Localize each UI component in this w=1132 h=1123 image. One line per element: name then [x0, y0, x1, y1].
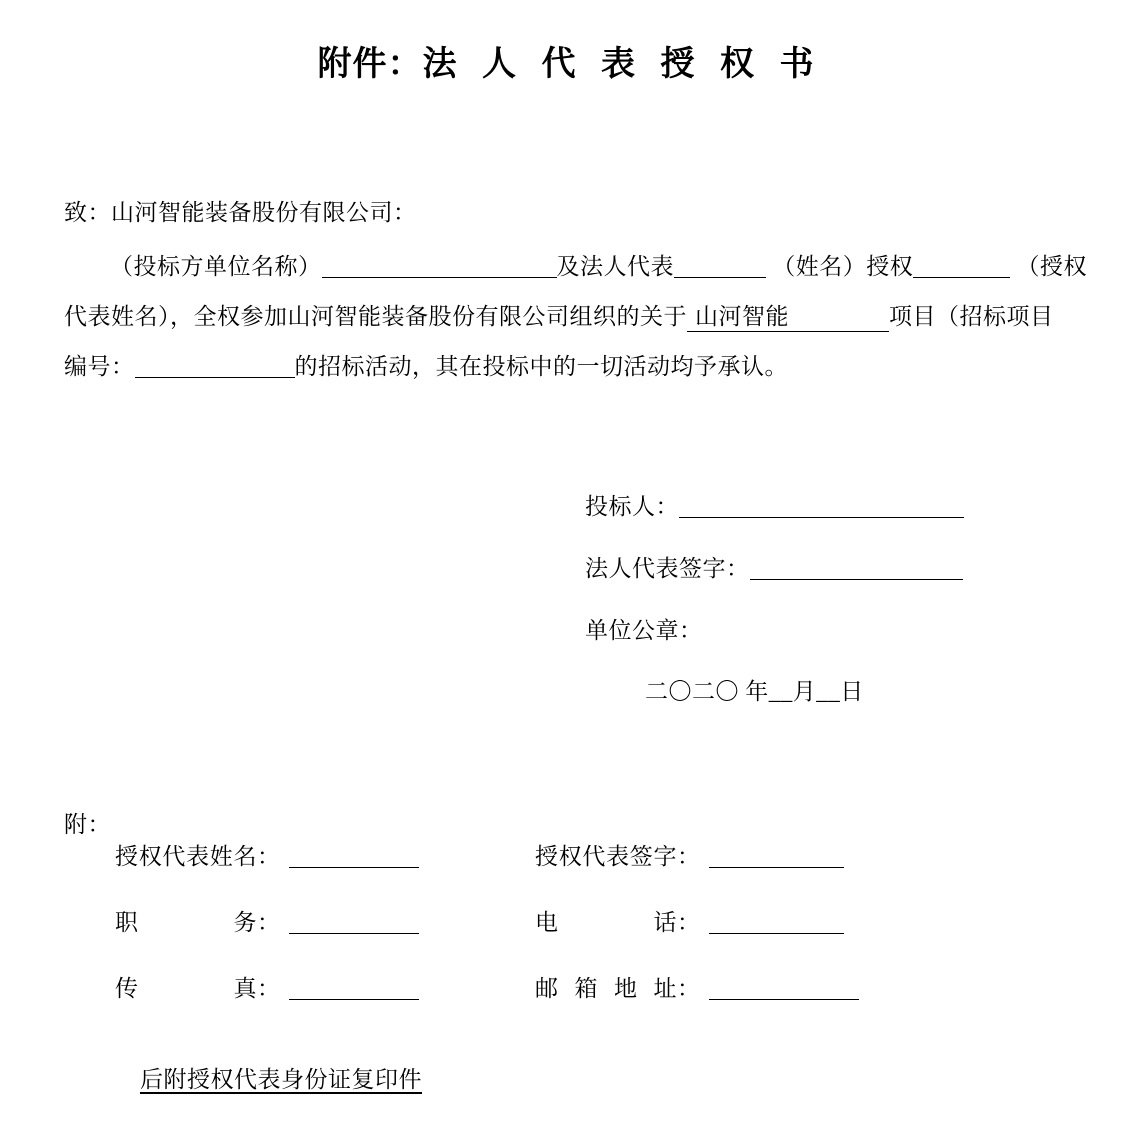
blank-bidder-unit-name	[322, 254, 557, 278]
para-line2-seg2: 项目（招标项目	[889, 304, 1054, 329]
blank-rep-signature	[709, 844, 844, 868]
field-email	[535, 974, 859, 1004]
date-line: 二〇二〇 年__月__日	[645, 679, 864, 704]
field-fax-colon: ：	[257, 976, 281, 1001]
signature-bidder-row	[585, 492, 964, 522]
field-fax-label: 传真	[115, 976, 257, 1001]
blank-position	[289, 910, 419, 934]
blank-email	[709, 976, 859, 1000]
blank-authorized-name	[913, 254, 1010, 278]
field-rep-signature	[535, 842, 844, 872]
para-line3-seg1: 编号：	[64, 354, 135, 379]
blank-project-name: 山河智能	[687, 303, 889, 332]
bidder-label: 投标人：	[585, 494, 679, 519]
attachment-fields	[115, 836, 1075, 1034]
authorization-paragraph	[64, 242, 1094, 392]
field-rep-signature-label: 授权代表签字	[535, 844, 677, 869]
blank-phone	[709, 910, 844, 934]
para-line1-seg3: （姓名）授权	[766, 254, 914, 279]
signature-legal-rep-row	[585, 554, 963, 584]
blank-legal-rep-signature	[750, 556, 963, 580]
seal-label: 单位公章：	[585, 618, 703, 643]
field-row-2	[115, 902, 1075, 968]
paragraph-line-2	[64, 292, 1094, 342]
footer-note: 后附授权代表身份证复印件	[140, 1067, 422, 1092]
field-email-colon: ：	[677, 976, 701, 1001]
field-phone-colon: ：	[677, 910, 701, 935]
blank-bidder-signature	[679, 494, 964, 518]
field-position-colon: ：	[257, 910, 281, 935]
field-email-label: 邮箱地址	[535, 976, 677, 1001]
signature-date-row	[645, 677, 864, 707]
document-title: 附件：法 人 代 表 授 权 书	[317, 46, 815, 83]
field-rep-signature-colon: ：	[677, 844, 701, 869]
field-row-3	[115, 968, 1075, 1034]
signature-seal-row	[585, 616, 703, 646]
para-line1-seg2: 及法人代表	[556, 254, 674, 279]
para-line1-seg1: （投标方单位名称）	[110, 254, 322, 279]
attachment-heading: 附：	[64, 812, 111, 837]
blank-legal-rep-name	[674, 254, 766, 278]
field-row-1	[115, 836, 1075, 902]
blank-project-number	[135, 354, 295, 378]
para-line1-seg4: （授权	[1010, 254, 1087, 279]
paragraph-line-3	[64, 342, 1094, 392]
field-phone-label: 电话	[535, 910, 677, 935]
legal-rep-label: 法人代表签字：	[585, 556, 750, 581]
para-line3-seg2: 的招标活动，其在投标中的一切活动均予承认。	[294, 354, 788, 379]
blank-fax	[289, 976, 419, 1000]
field-position	[115, 908, 535, 938]
field-phone	[535, 908, 844, 938]
field-fax	[115, 974, 535, 1004]
blank-rep-name	[289, 844, 419, 868]
field-rep-name-label: 授权代表姓名	[115, 844, 257, 869]
para-line2-seg1: 代表姓名），全权参加山河智能装备股份有限公司组织的关于	[64, 304, 687, 329]
field-position-label: 职务	[115, 910, 257, 935]
field-rep-name	[115, 842, 535, 872]
paragraph-line-1	[64, 242, 1094, 292]
salutation-line: 致：山河智能装备股份有限公司：	[64, 200, 417, 225]
field-rep-name-colon: ：	[257, 844, 281, 869]
